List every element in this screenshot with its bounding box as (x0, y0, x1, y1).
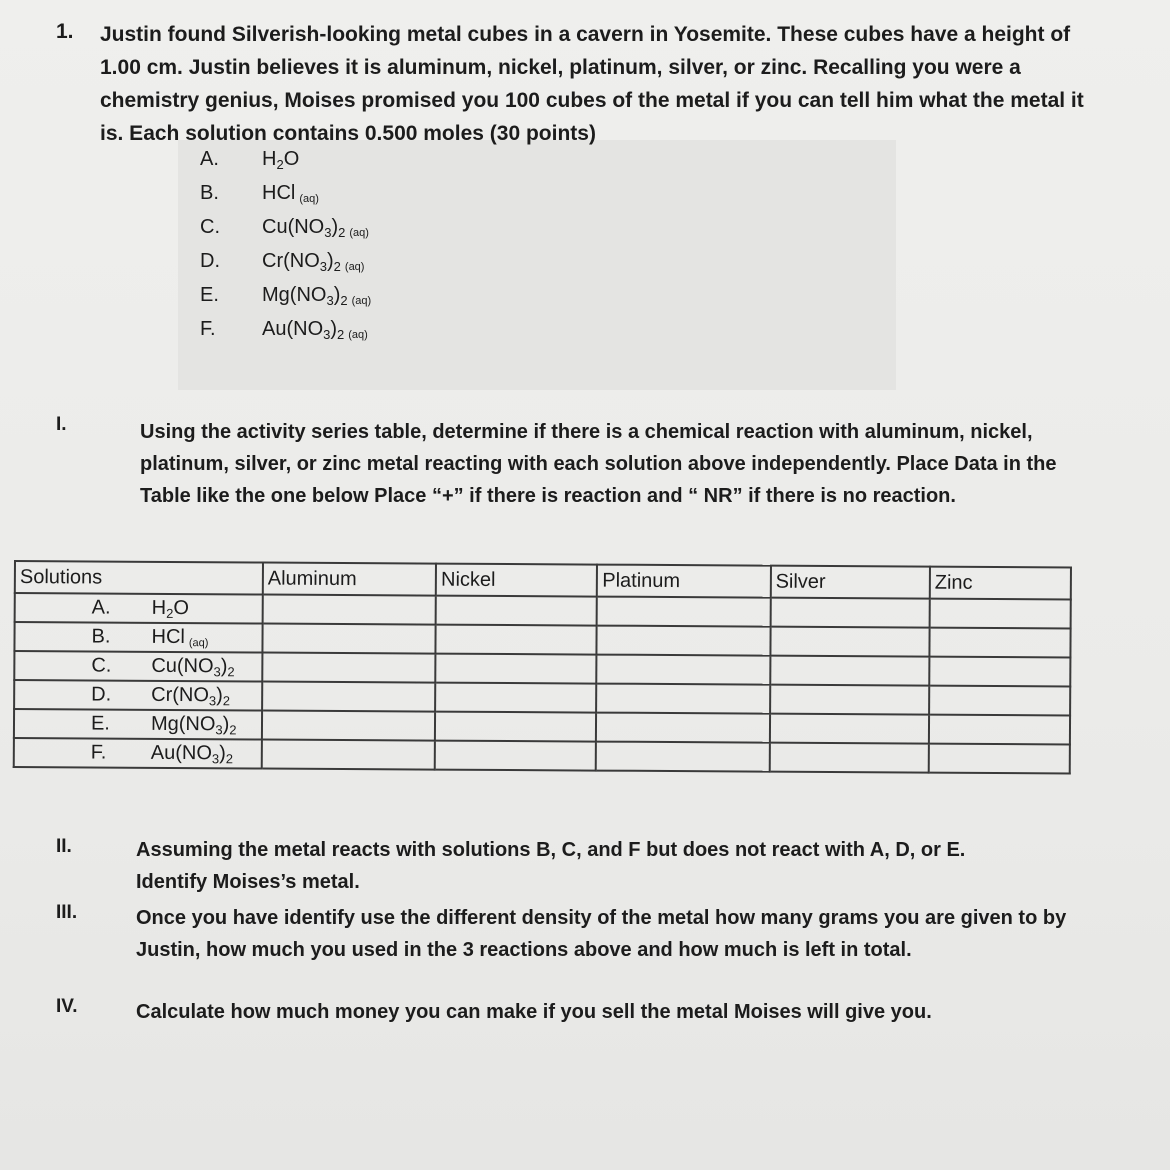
solution-letter: E. (200, 284, 219, 306)
formula-subscript: 3 (324, 225, 332, 240)
answer-cell-aluminum[interactable] (262, 682, 435, 712)
formula-subscript: 2 (338, 225, 346, 240)
answer-cell-zinc[interactable] (929, 686, 1070, 716)
part-2-numeral: II. (56, 836, 72, 857)
formula-rest: O (173, 596, 190, 619)
answer-cell-zinc[interactable] (929, 744, 1070, 774)
part-1-text: Using the activity series table, determine if there is a chemical reaction with aluminum, nickel, platinum, silver, or zinc metal reacting with each solution above independently. Place Data in the Table like the one below Place “+” if there is reaction and “ NR” if there is no reaction. (140, 421, 1057, 507)
formula-subscript: 3 (208, 692, 217, 708)
answer-cell-zinc[interactable] (929, 657, 1070, 687)
solution-letter: C. (200, 216, 220, 238)
row-formula (151, 712, 237, 737)
formula-rest: ) (333, 284, 341, 306)
answer-cell-aluminum[interactable] (262, 653, 435, 683)
formula-subscript: 3 (211, 750, 220, 766)
solution-cell (14, 680, 262, 711)
answer-cell-platinum[interactable] (596, 742, 769, 772)
answer-cell-aluminum[interactable] (262, 624, 435, 654)
formula-rest: ) (216, 683, 223, 706)
answer-cell-silver[interactable] (769, 743, 928, 773)
answer-cell-silver[interactable] (770, 627, 929, 657)
solution-item (200, 216, 371, 250)
row-formula (151, 741, 233, 766)
solution-formula (262, 216, 369, 250)
formula-rest: ) (331, 216, 339, 238)
formula-subscript: 2 (229, 721, 237, 737)
formula-subscript: 2 (276, 157, 284, 172)
formula-state: (aq) (351, 295, 372, 307)
answer-cell-platinum[interactable] (597, 655, 770, 685)
formula-base: Cu(NO (151, 654, 214, 677)
question-number: 1. (56, 20, 74, 43)
formula-subscript: 3 (323, 327, 331, 342)
solution-item (200, 182, 371, 216)
answer-cell-nickel[interactable] (435, 741, 596, 771)
answer-cell-platinum[interactable] (597, 626, 770, 656)
formula-state: (aq) (299, 193, 319, 205)
header-zinc: Zinc (930, 567, 1071, 600)
answer-cell-zinc[interactable] (929, 715, 1070, 745)
answer-cell-aluminum[interactable] (262, 595, 435, 625)
formula-base: Cu(NO (262, 216, 325, 238)
answer-cell-platinum[interactable] (597, 597, 770, 627)
solution-formula (262, 182, 319, 216)
solution-cell (14, 709, 262, 740)
formula-rest: O (283, 148, 300, 170)
formula-subscript: 2 (340, 293, 348, 308)
formula-base: H (262, 148, 277, 170)
solutions-list (200, 148, 371, 352)
row-formula (151, 626, 208, 649)
row-letter: B. (91, 625, 111, 648)
solution-letter: A. (200, 148, 219, 170)
part-1-numeral: I. (56, 414, 67, 435)
row-formula (152, 596, 189, 620)
answer-cell-nickel[interactable] (436, 625, 597, 655)
answer-cell-silver[interactable] (770, 714, 929, 744)
row-letter: D. (91, 682, 112, 706)
answer-cell-silver[interactable] (770, 598, 929, 628)
formula-subscript: 2 (227, 663, 235, 679)
formula-rest: ) (220, 654, 228, 677)
formula-state: (aq) (349, 227, 369, 239)
formula-state: (aq) (348, 329, 368, 341)
header-silver: Silver (771, 566, 930, 599)
answer-cell-nickel[interactable] (435, 712, 596, 742)
formula-subscript: 2 (337, 327, 345, 342)
table-row (14, 738, 1070, 773)
formula-subscript: 2 (166, 605, 174, 621)
solution-cell (15, 593, 263, 624)
part-2-text: Assuming the metal reacts with solutions B, C, and F but does not react with A, D, or E. Identify Moises’s metal. (136, 839, 966, 893)
formula-rest: ) (327, 250, 334, 272)
solution-item (200, 250, 371, 284)
answer-cell-nickel[interactable] (435, 654, 596, 684)
formula-base: HCl (262, 182, 296, 204)
formula-subscript: 3 (215, 721, 223, 737)
formula-rest: ) (330, 318, 338, 340)
solution-cell (14, 651, 262, 682)
formula-base: HCl (151, 625, 185, 649)
row-letter: F. (90, 740, 107, 764)
answer-cell-nickel[interactable] (436, 596, 597, 626)
solution-item (200, 284, 371, 318)
formula-state: (aq) (188, 637, 209, 650)
formula-base: Mg(NO (150, 712, 216, 735)
row-letter: E. (90, 711, 110, 735)
solution-letter: F. (200, 318, 216, 340)
answer-cell-platinum[interactable] (596, 684, 769, 714)
answer-cell-zinc[interactable] (929, 628, 1070, 658)
formula-state: (aq) (344, 261, 365, 273)
answer-cell-platinum[interactable] (596, 713, 769, 743)
answer-cell-aluminum[interactable] (262, 740, 435, 770)
reaction-table (13, 560, 1072, 774)
formula-base: Mg(NO (262, 284, 327, 306)
row-formula (151, 683, 230, 707)
solution-cell (14, 622, 262, 653)
answer-cell-nickel[interactable] (435, 683, 596, 713)
header-aluminum: Aluminum (263, 563, 437, 596)
formula-subscript: 3 (213, 663, 221, 679)
formula-base: Cr(NO (262, 250, 320, 272)
solution-formula (262, 148, 299, 182)
question-text: Justin found Silverish-looking metal cubes in a cavern in Yosemite. These cubes have a height of 1.00 cm. Justin believes it is aluminum, nickel, platinum, silver, or zinc. Recalling you were a chemistry genius, Moises promised you 100 cubes of the metal if you can tell him what the metal it is. Each solution contains 0.500 moles (30 points) (100, 23, 1084, 145)
formula-base: Au(NO (150, 741, 213, 764)
answer-cell-silver[interactable] (770, 656, 929, 686)
solution-letter: D. (200, 250, 220, 272)
solution-formula (262, 250, 364, 284)
answer-cell-aluminum[interactable] (262, 711, 435, 741)
header-solutions: Solutions (15, 561, 263, 595)
formula-subscript: 2 (333, 259, 341, 274)
part-4-numeral: IV. (56, 996, 78, 1017)
answer-cell-silver[interactable] (770, 685, 929, 715)
formula-subscript: 2 (222, 692, 231, 708)
header-platinum: Platinum (597, 565, 771, 598)
part-4-text: Calculate how much money you can make if you sell the metal Moises will give you. (136, 1001, 932, 1023)
answer-cell-zinc[interactable] (930, 599, 1071, 629)
formula-rest: ) (222, 712, 230, 735)
formula-subscript: 2 (225, 750, 234, 766)
solution-formula (262, 318, 368, 352)
formula-base: Cr(NO (151, 683, 210, 706)
part-3-numeral: III. (56, 902, 78, 923)
solution-letter: B. (200, 182, 219, 204)
formula-subscript: 3 (319, 259, 327, 274)
solution-item (200, 148, 371, 182)
formula-subscript: 3 (326, 293, 334, 308)
part-3-text: Once you have identify use the different density of the metal how many grams you are given to by Justin, how much you used in the 3 reactions above and how much is left in total. (136, 907, 1067, 961)
row-letter: C. (91, 653, 112, 677)
solution-cell (14, 738, 262, 769)
formula-base: H (151, 596, 167, 619)
formula-base: Au(NO (262, 318, 324, 340)
solution-formula (262, 284, 371, 318)
solution-item (200, 318, 371, 352)
row-formula (151, 654, 235, 679)
formula-rest: ) (219, 741, 226, 764)
row-letter: A. (91, 595, 111, 619)
header-nickel: Nickel (436, 564, 597, 597)
